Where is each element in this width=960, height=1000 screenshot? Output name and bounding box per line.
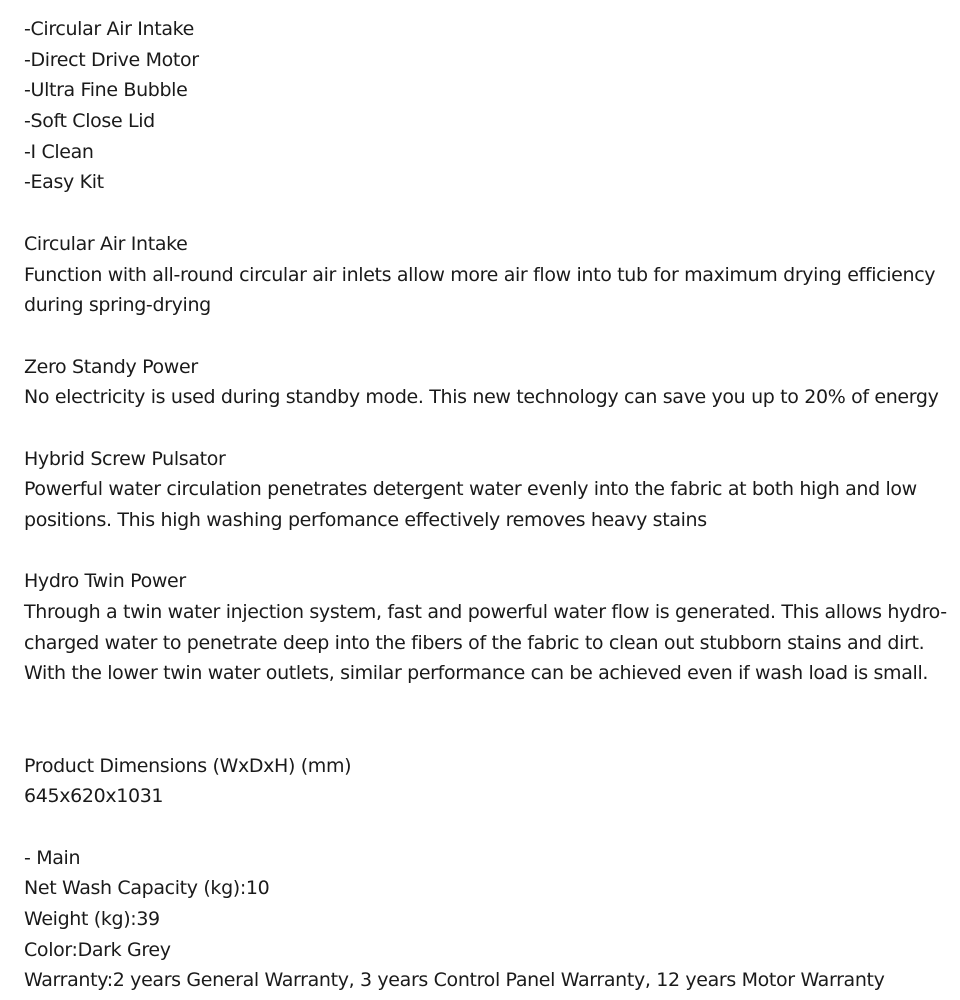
product-dimensions <box>24 751 960 812</box>
feature-item: -Easy Kit <box>24 171 104 194</box>
features-list <box>24 14 960 198</box>
feature-item: -Circular Air Intake <box>24 18 194 40</box>
section-text: Through a twin water injection system, fast and powerful water flow is generated. This allows hydro- <box>24 601 947 624</box>
feature-item: -Direct Drive Motor <box>24 48 199 71</box>
main-specs <box>24 843 960 996</box>
section-zero-standy-power <box>24 352 960 413</box>
spec-color: Color:Dark Grey <box>24 938 171 961</box>
spec-weight: Weight (kg):39 <box>24 907 160 930</box>
section-circular-air-intake <box>24 229 960 321</box>
spec-warranty: Warranty:2 years General Warranty, 3 years Control Panel Warranty, 12 years Motor Warranty <box>24 969 885 992</box>
section-title: Zero Standy Power <box>24 355 198 378</box>
section-title: Hydro Twin Power <box>24 570 186 593</box>
feature-item: -I Clean <box>24 140 94 163</box>
feature-item: -Soft Close Lid <box>24 110 155 133</box>
feature-item: -Ultra Fine Bubble <box>24 79 188 102</box>
section-text: positions. This high washing perfomance effectively removes heavy stains <box>24 509 707 531</box>
section-text: Powerful water circulation penetrates detergent water evenly into the fabric at both high and low <box>24 478 917 501</box>
section-hydro-twin-power <box>24 566 960 689</box>
section-text: Function with all-round circular air inlets allow more air flow into tub for maximum drying efficiency <box>24 263 936 286</box>
spec-net-wash-capacity: Net Wash Capacity (kg):10 <box>24 877 270 900</box>
section-text: during spring-drying <box>24 294 211 317</box>
section-text: charged water to penetrate deep into the fibers of the fabric to clean out stubborn stains and dirt. <box>24 631 925 654</box>
section-title: Hybrid Screw Pulsator <box>24 447 226 470</box>
section-text: With the lower twin water outlets, similar performance can be achieved even if wash load is small. <box>24 662 929 685</box>
section-hybrid-screw-pulsator <box>24 444 960 536</box>
section-title: Circular Air Intake <box>24 232 188 255</box>
dimensions-value: 645x620x1031 <box>24 785 164 808</box>
main-specs-heading: - Main <box>24 846 81 869</box>
dimensions-label: Product Dimensions (WxDxH) (mm) <box>24 754 352 777</box>
section-text: No electricity is used during standby mode. This new technology can save you up to 20% of energy <box>24 386 939 409</box>
